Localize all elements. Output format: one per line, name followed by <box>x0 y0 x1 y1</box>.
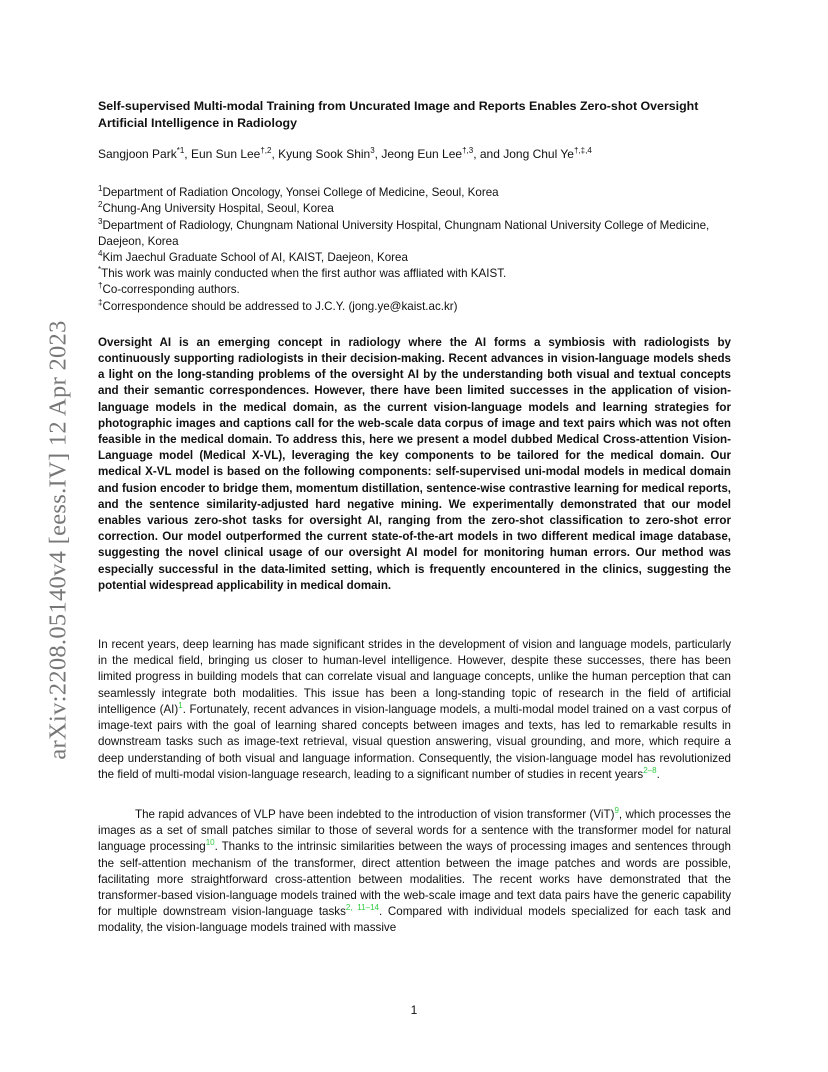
paragraph-text: In recent years, deep learning has made significant strides in the development of vision and language models, particularly in the medical field, bringing us closer to human-level intelligence. However, despite these successes, there has been limited progress in building models that can correlate visual and language concepts, unlike the human perception that can seamlessly integrate both modalities. This issue has been a long-standing topic of research in the field of artificial intelligence (AI) <box>98 638 731 716</box>
affiliation-text: Department of Radiation Oncology, Yonsei College of Medicine, Seoul, Korea <box>102 186 499 200</box>
footnote-correspondence <box>98 299 731 315</box>
author-name: , Jeong Eun Lee <box>374 147 463 161</box>
citation-link[interactable]: 2, 11–14 <box>345 903 379 913</box>
affiliation-text: This work was mainly conducted when the first author was affliated with KAIST. <box>101 267 507 281</box>
footnote-co-corresponding <box>98 282 731 298</box>
affiliation-text: Correspondence should be addressed to J.C.Y. (jong.ye@kaist.ac.kr) <box>102 299 458 313</box>
paragraph-text: The rapid advances of VLP have been indebted to the introduction of vision transformer (ViT) <box>135 807 615 821</box>
paragraph-text: . Compared with individual models specialized for each task and modality, the vision-language models trained with massive <box>98 905 731 935</box>
affiliation-list <box>98 185 731 315</box>
paper-content <box>98 98 731 937</box>
author-name: , Eun Sun Lee <box>184 147 261 161</box>
citation-link[interactable]: 10 <box>205 838 215 848</box>
author-marker: *1 <box>176 146 185 155</box>
author-marker: 3 <box>370 146 375 155</box>
affiliation-marker: 2 <box>98 200 103 210</box>
affiliation-marker: 4 <box>98 249 103 259</box>
paragraph-text: , which processes the images as a set of small patches similar to those of several words for a sentence with the transformer model for natural language processing <box>98 807 732 854</box>
intro-paragraph-2 <box>98 807 731 937</box>
paragraph-text: . <box>656 767 660 781</box>
footnote-first-author <box>98 266 731 282</box>
intro-paragraph-1 <box>98 637 731 783</box>
citation-link[interactable]: 2–8 <box>643 765 657 775</box>
arxiv-identifier: arXiv:2208.05140v4 [eess.IV] 12 Apr 2023 <box>45 320 73 760</box>
affiliation-marker: ‡ <box>98 297 103 307</box>
affiliation-marker: * <box>98 265 102 275</box>
affiliation-marker: 3 <box>98 216 103 226</box>
paragraph-text: . Fortunately, recent advances in vision-language models, a multi-modal model trained on a vast corpus of image-text pairs with the goal of learning shared concepts between images and texts, has led to remarkable results in downstream tasks such as image-text retrieval, visual question answering, visual grounding, and more, which require a deep understanding of both visual and language information. Consequently, the vision-language model has revolutionized the field of multi-modal vision-language research, leading to a significant number of studies in recent years <box>98 702 732 781</box>
author-name: , Kyung Sook Shin <box>271 147 371 161</box>
affiliation-marker: † <box>98 281 103 291</box>
paragraph-text: . Thanks to the intrinsic similarities between the ways of processing images and sentences through the self-attention mechanism of the transformer, direct attention between the image patches and words are possible, facilitating more straightforward cross-attention between modalities. The recent works have demonstrated that the transformer-based vision-language models trained with the web-scale image and text data pairs have the generic capability for multiple downstream vision-language tasks <box>98 840 731 919</box>
affiliation-text: Co-corresponding authors. <box>102 283 240 297</box>
citation-link[interactable]: 1 <box>178 701 183 711</box>
abstract: Oversight AI is an emerging concept in radiology where the AI forms a symbiosis with radiologists by continuously supporting radiologists in their decision-making. Recent advances in vision-language models sheds a light on the long-standing problems of the oversight AI by the understanding both visual and textual concepts and their semantic correspondences. However, there have been limited successes in the application of vision-language models in the medical domain, as the current vision-language models and learning strategies for photographic images and captions call for the web-scale data corpus of image and text pairs which was not often feasible in the medical domain. To address this, here we present a model dubbed Medical Cross-attention Vision-Language model (Medical X-VL), leveraging the key components to be tailored for the medical domain. Our medical X-VL model is based on the following components: self-supervised uni-modal models in medical domain and fusion encoder to bridge them, momentum distillation, sentence-wise contrastive learning for medical reports, and the sentence similarity-adjusted hard negative mining. We experimentally demonstrated that our model enables various zero-shot tasks for oversight AI, ranging from the zero-shot classification to zero-shot error correction. Our model outperformed the current state-of-the-art models in two different medical image database, suggesting the novel clinical usage of our oversight AI model for monitoring human errors. Our method was especially successful in the data-limited setting, which is frequently encountered in the clinics, suggesting the potential widespread applicability in medical domain. <box>98 335 731 592</box>
author-marker: †,‡,4 <box>573 146 592 155</box>
arxiv-sidebar <box>44 300 74 780</box>
affiliation <box>98 201 731 217</box>
affiliation-text: Kim Jaechul Graduate School of AI, KAIST, Daejeon, Korea <box>102 251 408 265</box>
author-name: , and Jong Chul Ye <box>473 147 574 161</box>
affiliation-text: Department of Radiology, Chungnam National University Hospital, Chungnam National University College of Medicine, Daejeon, Korea <box>98 218 710 248</box>
author-marker: †,2 <box>260 146 272 155</box>
affiliation-text: Chung-Ang University Hospital, Seoul, Korea <box>102 202 334 216</box>
page-number: 1 <box>410 1003 418 1017</box>
affiliation <box>98 250 731 266</box>
author-name: Sangjoon Park <box>98 147 177 161</box>
citation-link[interactable]: 9 <box>614 806 619 816</box>
author-list <box>98 146 731 162</box>
affiliation-marker: 1 <box>98 184 103 194</box>
author-marker: †,3 <box>462 146 474 155</box>
paper-title: Self-supervised Multi-modal Training from Uncurated Image and Reports Enables Zero-shot Oversight Artificial Intelligence in Radiology <box>98 99 699 130</box>
affiliation <box>98 185 731 201</box>
affiliation <box>98 218 731 250</box>
